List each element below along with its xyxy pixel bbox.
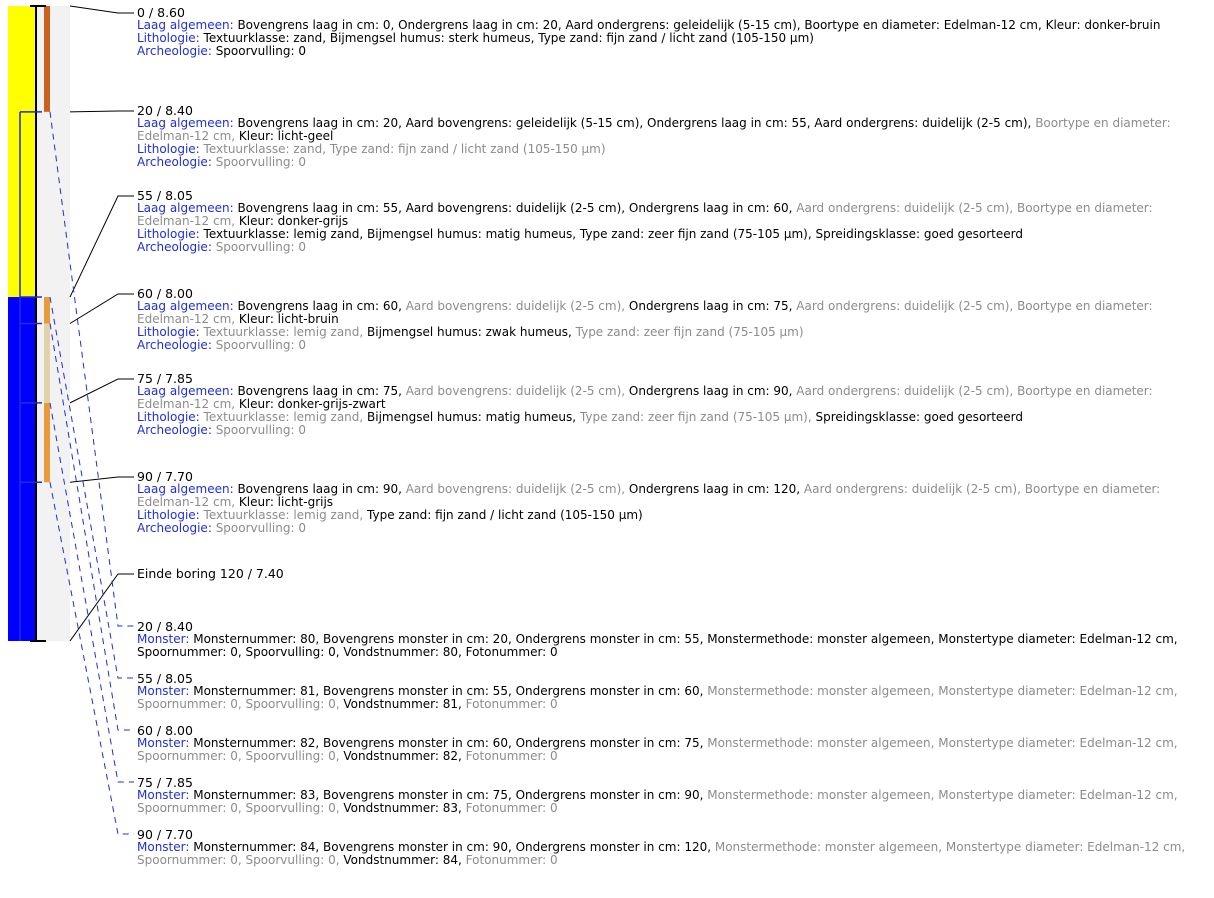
default-attribute: Boortype en diameter: Edelman-12 cm, xyxy=(137,116,1171,143)
sample-depth-header: 20 / 8.40 xyxy=(137,619,193,634)
filled-attribute: Bijmengsel humus: matig humeus, xyxy=(367,410,580,424)
category-label[interactable]: Laag algemeen: xyxy=(137,299,238,313)
category-label[interactable]: Archeologie: xyxy=(137,338,216,352)
default-attribute: Aard bovengrens: duidelijk (2-5 cm), xyxy=(405,384,629,398)
filled-attribute: Kleur: licht-geel xyxy=(238,129,334,143)
sample-block xyxy=(137,776,1207,815)
layer-description-line xyxy=(137,424,1207,437)
layer-leader-line xyxy=(70,574,134,641)
default-attribute: Monstermethode: monster algemeen, Monstertype diameter: Edelman-12 cm, Spoornummer: 0, Spoorvulling: 0, xyxy=(137,840,1186,867)
layer-depth-header: 90 / 7.70 xyxy=(137,469,193,484)
category-label[interactable]: Monster: xyxy=(137,736,194,750)
layer-depth-header: 60 / 8.00 xyxy=(137,286,193,301)
layer-depth-header: 75 / 7.85 xyxy=(137,371,193,386)
layer-description-line xyxy=(137,241,1207,254)
filled-attribute: Vondstnummer: 82, xyxy=(343,749,466,763)
layer-leader-line xyxy=(70,6,134,13)
filled-attribute: Vondstnummer: 83, xyxy=(343,801,466,815)
default-attribute: Aard ondergrens: duidelijk (2-5 cm), Boortype en diameter: Edelman-12 cm, xyxy=(137,299,1153,326)
filled-attribute: Monsternummer: 84, Bovengrens monster in cm: 90, Ondergrens monster in cm: 120, xyxy=(193,840,715,854)
sample-description-line xyxy=(137,789,1207,815)
filled-attribute: Monsternummer: 82, Bovengrens monster in cm: 60, Ondergrens monster in cm: 75, xyxy=(193,736,708,750)
layer-description-line xyxy=(137,522,1207,535)
layer-block xyxy=(137,470,1207,535)
category-label[interactable]: Lithologie: xyxy=(137,508,204,522)
sample-depth-header: 55 / 8.05 xyxy=(137,671,193,686)
layer-bar xyxy=(44,297,50,323)
default-attribute: Aard ondergrens: duidelijk (2-5 cm), Boortype en diameter: Edelman-12 cm, xyxy=(137,201,1153,228)
category-label[interactable]: Lithologie: xyxy=(137,31,204,45)
default-attribute: Fotonummer: 0 xyxy=(465,801,558,815)
filled-attribute: Monsternummer: 83, Bovengrens monster in cm: 75, Ondergrens monster in cm: 90, xyxy=(193,788,708,802)
category-label[interactable]: Archeologie: xyxy=(137,44,216,58)
layer-description-line xyxy=(137,45,1207,58)
layer-bar xyxy=(44,403,50,482)
category-label[interactable]: Laag algemeen: xyxy=(137,384,238,398)
layer-block xyxy=(137,189,1207,254)
filled-attribute: Bovengrens laag in cm: 20, Aard bovengrens: geleidelijk (5-15 cm), Ondergrens laag in cm: 55, Aard ondergrens: duidelijk (2-5 cm), xyxy=(237,116,1036,130)
filled-attribute: Bovengrens laag in cm: 90, xyxy=(237,482,406,496)
default-attribute: Fotonummer: 0 xyxy=(465,697,558,711)
boring-column-diagram xyxy=(0,0,136,898)
layer-leader-line xyxy=(70,379,134,403)
sample-depth-header: 60 / 8.00 xyxy=(137,723,193,738)
filled-attribute: Bovengrens laag in cm: 60, xyxy=(237,299,406,313)
category-label[interactable]: Lithologie: xyxy=(137,410,204,424)
filled-attribute: Ondergrens laag in cm: 75, xyxy=(628,299,797,313)
end-of-boring-label: Einde boring 120 / 7.40 xyxy=(137,566,284,581)
layer-leader-line xyxy=(70,294,134,324)
category-label[interactable]: Monster: xyxy=(137,684,194,698)
filled-attribute: Spoorvulling: 0 xyxy=(215,44,306,58)
sample-block xyxy=(137,724,1207,763)
layer-description-line xyxy=(137,156,1207,169)
filled-attribute: Kleur: licht-bruin xyxy=(238,312,339,326)
filled-attribute: Monsternummer: 81, Bovengrens monster in cm: 55, Ondergrens monster in cm: 60, xyxy=(193,684,708,698)
zone-band xyxy=(8,297,36,641)
sample-description-line xyxy=(137,633,1207,659)
default-attribute: Aard ondergrens: duidelijk (2-5 cm), Boortype en diameter: Edelman-12 cm, xyxy=(137,384,1153,411)
layer-bar xyxy=(44,6,50,112)
filled-attribute: Ondergrens laag in cm: 120, xyxy=(628,482,804,496)
layer-bar xyxy=(44,324,50,403)
default-attribute: Aard bovengrens: duidelijk (2-5 cm), xyxy=(405,299,629,313)
filled-attribute: Bovengrens laag in cm: 75, xyxy=(237,384,406,398)
default-attribute: Textuurklasse: lemig zand, xyxy=(203,410,368,424)
filled-attribute: Vondstnummer: 84, xyxy=(343,853,466,867)
default-attribute: Type zand: zeer fijn zand (75-105 µm), xyxy=(579,410,816,424)
category-label[interactable]: Archeologie: xyxy=(137,155,216,169)
layer-description-line xyxy=(137,339,1207,352)
filled-attribute: Bovengrens laag in cm: 0, Ondergrens laag in cm: 20, Aard ondergrens: geleidelijk (5-15 cm), Boortype en diameter: Edelman-12 cm, Kleur: donker-bruin xyxy=(237,18,1161,32)
default-attribute: Monstermethode: monster algemeen, Monstertype diameter: Edelman-12 cm, Spoornummer: 0, Spoorvulling: 0, xyxy=(137,736,1178,763)
sample-description-line xyxy=(137,737,1207,763)
sample-depth-header: 75 / 7.85 xyxy=(137,775,193,790)
filled-attribute: Ondergrens laag in cm: 90, xyxy=(628,384,797,398)
sample-block xyxy=(137,620,1207,659)
category-label[interactable]: Monster: xyxy=(137,788,194,802)
category-label[interactable]: Laag algemeen: xyxy=(137,116,238,130)
layer-block xyxy=(137,287,1207,352)
default-attribute: Spoorvulling: 0 xyxy=(215,423,306,437)
layer-description-line xyxy=(137,385,1207,411)
layer-leader-line xyxy=(70,196,134,297)
layer-leader-line xyxy=(70,477,134,482)
layer-block xyxy=(137,104,1207,169)
sample-depth-header: 90 / 7.70 xyxy=(137,827,193,842)
default-attribute: Fotonummer: 0 xyxy=(465,749,558,763)
filled-attribute: Textuurklasse: zand, Bijmengsel humus: sterk humeus, Type zand: fijn zand / licht zand (105-150 µm) xyxy=(203,31,814,45)
category-label[interactable]: Lithologie: xyxy=(137,142,204,156)
category-label[interactable]: Lithologie: xyxy=(137,227,204,241)
category-label[interactable]: Monster: xyxy=(137,840,194,854)
default-attribute: Textuurklasse: lemig zand, xyxy=(203,325,368,339)
layer-description-line xyxy=(137,483,1207,509)
category-label[interactable]: Laag algemeen: xyxy=(137,18,238,32)
category-label[interactable]: Laag algemeen: xyxy=(137,482,238,496)
sample-description-line xyxy=(137,841,1207,867)
filled-attribute: Bovengrens laag in cm: 55, Aard bovengrens: duidelijk (2-5 cm), Ondergrens laag in cm: 60, xyxy=(237,201,797,215)
category-label[interactable]: Lithologie: xyxy=(137,325,204,339)
sample-description-line xyxy=(137,685,1207,711)
category-label[interactable]: Archeologie: xyxy=(137,521,216,535)
layer-block xyxy=(137,6,1207,58)
filled-attribute: Type zand: fijn zand / licht zand (105-150 µm) xyxy=(367,508,643,522)
default-attribute: Type zand: zeer fijn zand (75-105 µm) xyxy=(575,325,804,339)
category-label[interactable]: Monster: xyxy=(137,632,194,646)
default-attribute: Textuurklasse: lemig zand, xyxy=(203,508,368,522)
layer-description-line xyxy=(137,300,1207,326)
layer-description-line xyxy=(137,117,1207,143)
default-attribute: Aard ondergrens: duidelijk (2-5 cm), Boortype en diameter: Edelman-12 cm, xyxy=(137,482,1161,509)
category-label[interactable]: Archeologie: xyxy=(137,240,216,254)
layer-depth-header: 20 / 8.40 xyxy=(137,103,193,118)
filled-attribute: Kleur: donker-grijs xyxy=(238,214,349,228)
default-attribute: Aard bovengrens: duidelijk (2-5 cm), xyxy=(405,482,629,496)
category-label[interactable]: Laag algemeen: xyxy=(137,201,238,215)
filled-attribute: Spreidingsklasse: goed gesorteerd xyxy=(815,410,1024,424)
layer-depth-header: 0 / 8.60 xyxy=(137,5,185,20)
filled-attribute: Textuurklasse: lemig zand, Bijmengsel humus: matig humeus, Type zand: zeer fijn zand (75-105 µm), Spreidingsklasse: goed gesorteerd xyxy=(203,227,1023,241)
sample-block xyxy=(137,828,1207,867)
filled-attribute: Monsternummer: 80, Bovengrens monster in cm: 20, Ondergrens monster in cm: 55, Monstermethode: monster algemeen, Monstertype diameter: Edelman-12 cm, Spoornummer: 0, Spoorvulling: 0, Vondstnummer: 80, Fotonummer: 0 xyxy=(137,632,1178,659)
layer-description-line xyxy=(137,202,1207,228)
layer-leader-line xyxy=(70,111,134,112)
layer-block xyxy=(137,372,1207,437)
filled-attribute: Bijmengsel humus: zwak humeus, xyxy=(367,325,576,339)
zone-band xyxy=(8,6,36,297)
category-label[interactable]: Archeologie: xyxy=(137,423,216,437)
layer-depth-header: 55 / 8.05 xyxy=(137,188,193,203)
default-attribute: Spoorvulling: 0 xyxy=(215,155,306,169)
filled-attribute: Kleur: donker-grijs-zwart xyxy=(238,397,386,411)
default-attribute: Monstermethode: monster algemeen, Monstertype diameter: Edelman-12 cm, Spoornummer: 0, Spoorvulling: 0, xyxy=(137,684,1178,711)
default-attribute: Textuurklasse: zand, Type zand: fijn zand / licht zand (105-150 µm) xyxy=(203,142,606,156)
sample-block xyxy=(137,672,1207,711)
default-attribute: Fotonummer: 0 xyxy=(465,853,558,867)
default-attribute: Spoorvulling: 0 xyxy=(215,338,306,352)
filled-attribute: Vondstnummer: 81, xyxy=(343,697,466,711)
default-attribute: Monstermethode: monster algemeen, Monstertype diameter: Edelman-12 cm, Spoornummer: 0, Spoorvulling: 0, xyxy=(137,788,1178,815)
default-attribute: Spoorvulling: 0 xyxy=(215,521,306,535)
filled-attribute: Kleur: licht-grijs xyxy=(238,495,334,509)
default-attribute: Spoorvulling: 0 xyxy=(215,240,306,254)
